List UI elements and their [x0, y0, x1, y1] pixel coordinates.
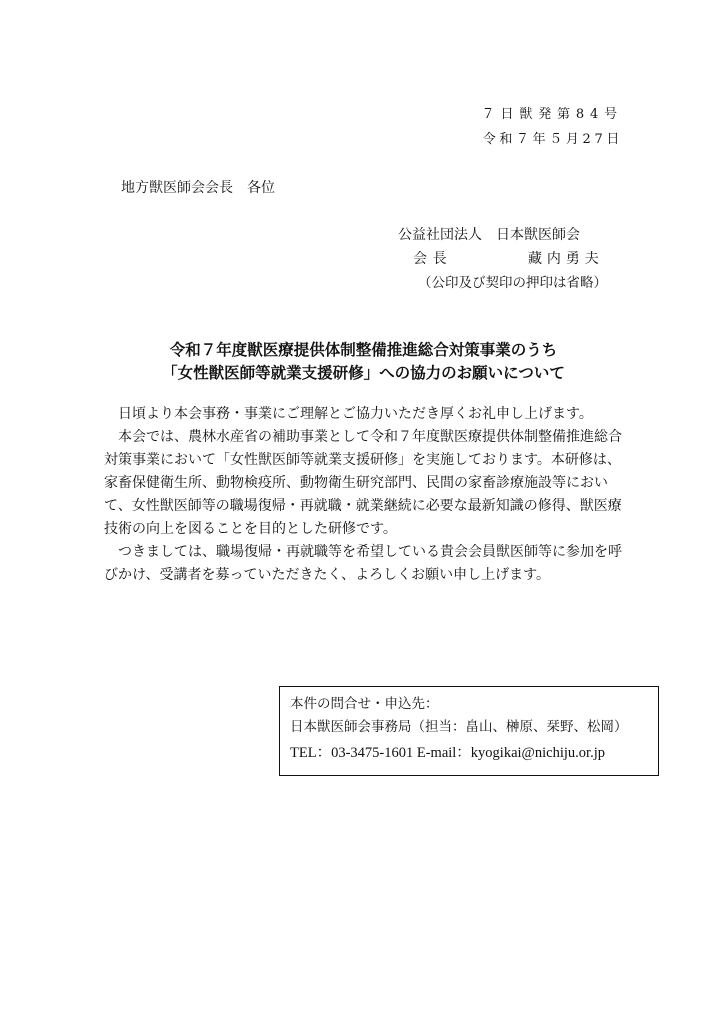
- title-line-1: 令和７年度獣医療提供体制整備推進総合対策事業のうち: [169, 341, 558, 359]
- body-paragraph-1: 日頃より本会事務・事業にご理解とご協力いただき厚くお礼申し上げます。: [104, 406, 593, 422]
- document-date: 令和７年５月27日: [482, 132, 623, 147]
- seal-note: （公印及び契印の押印は省略）: [418, 275, 607, 291]
- sender-name: 藏内勇夫: [528, 251, 604, 267]
- sender-organization: 公益社団法人 日本獣医師会: [398, 227, 580, 243]
- body-paragraph-2: 本会では、農林水産省の補助事業として令和７年度獣医療提供体制整備推進総合対策事業において「女性獣医師等就業支援研修」を実施しております。本研修は、家畜保健衛生所、動物検疫所、動物衛生研究部門、民間の家畜診療施設等において、女性獣医師等の職場復帰・再就職・就業継続に必要な最新知識の修得、獣医療技術の向上を図ることを目的とした研修です。: [104, 429, 622, 537]
- sender-role: 会長: [413, 251, 453, 267]
- document-number: ７日獣発第84号: [481, 107, 623, 122]
- title-line-2: 「女性獣医師等就業支援研修」への協力のお願いについて: [162, 364, 565, 382]
- contact-tel-email: TEL：03-3475-1601 E-mail：kyogikai@nichiju.or.jp: [290, 745, 605, 761]
- body-text: [104, 403, 634, 587]
- body-paragraph-3: つきましては、職場復帰・再就職等を希望している貴会会員獣医師等に参加を呼びかけ、受講者を募っていただきたく、よろしくお願い申し上げます。: [104, 544, 622, 583]
- contact-office: 日本獣医師会事務局（担当：畠山、榊原、栞野、松岡）: [290, 719, 628, 735]
- contact-box: [279, 686, 659, 776]
- addressee: 地方獣医師会会長 各位: [121, 180, 275, 196]
- contact-heading: 本件の問合せ・申込先：: [290, 696, 439, 712]
